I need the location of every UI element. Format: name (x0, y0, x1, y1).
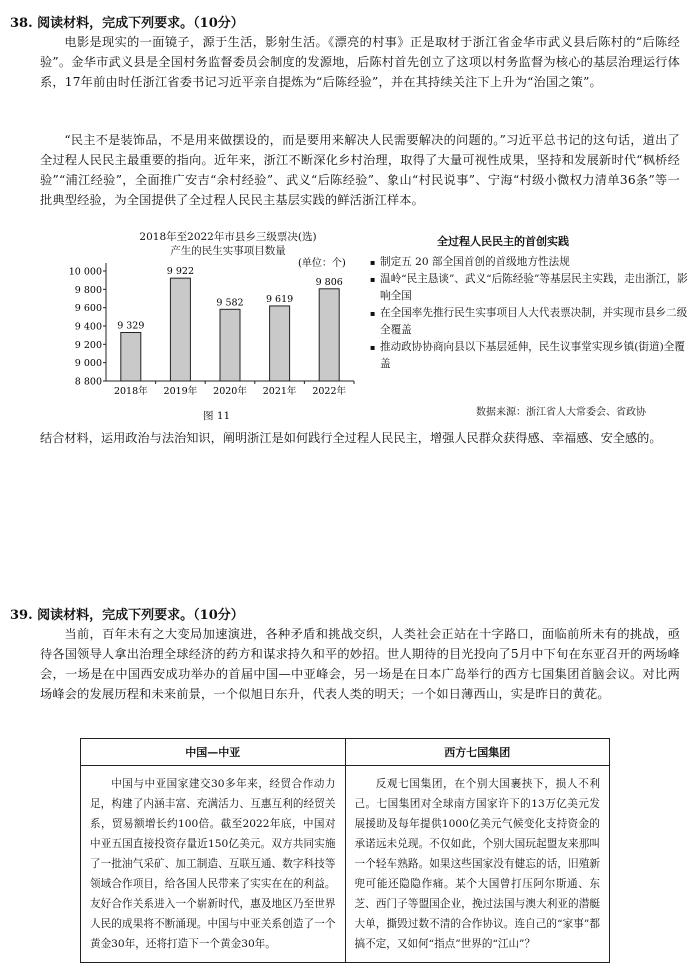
bar (270, 306, 290, 381)
x-tick-label: 2022年 (312, 386, 347, 397)
bar (170, 278, 190, 381)
q38-paragraph-1: 电影是现实的一面镜子，源于生活，影射生活。《漂亮的村事》正是取材于浙江省金华市武义县后陈村的“后陈经验”。金华市武义县是全国村务监督委员会制度的发源地，后陈村首先创立了这项以村务监督为核心的基层治理运行体系，17年前由时任浙江省委书记习近平亲自提炼为“后陈经验”，并在其持续关注下上升为“治国之策”。 (40, 35, 680, 89)
y-tick-label: 9 000 (74, 358, 102, 370)
y-tick-label: 9 200 (74, 339, 102, 351)
practice-item: ▪ 制定五 20 部全国首创的首级地方性法规 (370, 254, 690, 271)
q39-heading: 39. 阅读材料，完成下列要求。（10分） (10, 608, 244, 623)
chart-unit: (单位：个) (298, 258, 346, 269)
x-tick-label: 2019年 (163, 386, 198, 397)
table-cell-g7: 反观七国集团，在个别大国裹挟下，损人不利己。七国集团对全球南方国家许下的13万亿美元发展援助及每年提供1000亿美元气候变化支持资金的承诺远未兑现。不仅如此，个别大国玩起盟友来那叫一个轻车熟路。如果这些国家没有健忘的话，旧殖新兜可能还隐隐作痛。某个大国曾打压阿尔斯通、东芝、西门子等盟国企业，挽过法国与澳大利亚的潜艇大单，撕毁过数不清的合作协议。连自己的“家事”都搞不定，又如何“指点”世界的“江山”？ (345, 766, 610, 963)
bar (220, 309, 240, 381)
y-tick-label: 9 800 (74, 284, 102, 296)
q38-heading: 38. 阅读材料，完成下列要求。（10分） (10, 16, 244, 31)
bar-value-label: 9 582 (216, 297, 244, 309)
y-tick-label: 10 000 (68, 266, 102, 278)
x-tick-label: 2021年 (262, 386, 297, 397)
q38-question: 结合材料，运用政治与法治知识，阐明浙江是如何践行全过程人民民主，增强人民群众获得感、幸福感、安全感的。 (40, 431, 662, 445)
practice-item: ▪ 推动政协协商向县以下基层延伸，民生议事堂实现乡镇(街道)全覆盖 (370, 339, 690, 373)
practice-list (370, 254, 690, 373)
table-header-china-central-asia: 中国—中亚 (81, 739, 346, 766)
figure-label: 图 11 (203, 410, 231, 422)
data-source: 数据来源：浙江省人大常委会、省政协 (476, 407, 646, 418)
bar-value-label: 9 806 (315, 276, 343, 288)
bar-chart (62, 228, 362, 418)
bar (319, 289, 339, 381)
practice-item: ▪ 在全国率先推行民生实事项目人大代表票决制，并实现市县乡二级全覆盖 (370, 305, 690, 339)
x-tick-label: 2018年 (113, 386, 148, 397)
bar-value-label: 9 619 (265, 293, 294, 305)
y-tick-label: 8 800 (74, 376, 102, 388)
q38-paragraph-2: “民主不是装饰品，不是用来做摆设的，而是要用来解决人民需要解决的问题的。”习近平总书记的这句话，道出了全过程人民民主最重要的指向。近年来，浙江不断深化乡村治理，取得了大量可视性成果，坚持和发展新时代“枫桥经验”“浦江经验”，全面推广安吉“余村经验”、武义“后陈经验”、象山“村民说事”、宁海“村级小微权力清单36条”等一批典型经验，为全国提供了全过程人民民主基层实践的鲜活浙江样本。 (40, 133, 680, 207)
y-tick-label: 9 600 (74, 303, 102, 315)
chart-title-line-2: 产生的民生实事项目数量 (170, 245, 286, 257)
x-tick-label: 2020年 (213, 386, 247, 397)
bar (121, 333, 141, 381)
y-tick-label: 9 400 (74, 321, 102, 333)
bar-value-label: 9 329 (117, 320, 145, 332)
table-header-g7: 西方七国集团 (345, 739, 610, 766)
practice-title: 全过程人民民主的首创实践 (437, 235, 569, 248)
q39-paragraph-1: 当前，百年未有之大变局加速演进，各种矛盾和挑战交织，人类社会正站在十字路口，面临前所未有的挑战，亟待各国领导人拿出治理全球经济的药方和谋求持久和平的妙招。世人期待的目光投向了5月中下旬在东亚召开的两场峰会，一场是在中国西安成功举办的首届中国—中亚峰会，另一场是在日本广岛举行的西方七国集团首脑会议。对比两场峰会的发展历程和未来前景，一个似旭日东升，代表人类的明天；一个如日薄西山，实是昨日的黄花。 (40, 627, 680, 701)
comparison-table (80, 738, 610, 963)
bar-value-label: 9 922 (166, 266, 195, 278)
practice-item: ▪ 温岭“民主恳谈”、武义“后陈经验”等基层民主实践，走出浙江，影响全国 (370, 271, 690, 305)
chart-title-line-1: 2018年至2022年市县乡三级票决(选) (139, 231, 317, 243)
table-cell-china-central-asia: 中国与中亚国家建交30多年来，经贸合作动力足，构建了内涵丰富、充满活力、互惠互利的经贸关系，贸易额增长约100倍。截至2022年底，中国对中亚五国直接投资存量近150亿美元。双方共同实施了一批油气采矿、加工制造、互联互通、数字科技等领域合作项目，给各国人民带来了实实在在的利益。友好合作关系进入一个崭新时代，惠及地区乃至世界人民的成果将不断涌现。中国与中亚关系创造了一个黄金30年，还将打造下一个黄金30年。 (81, 766, 346, 963)
